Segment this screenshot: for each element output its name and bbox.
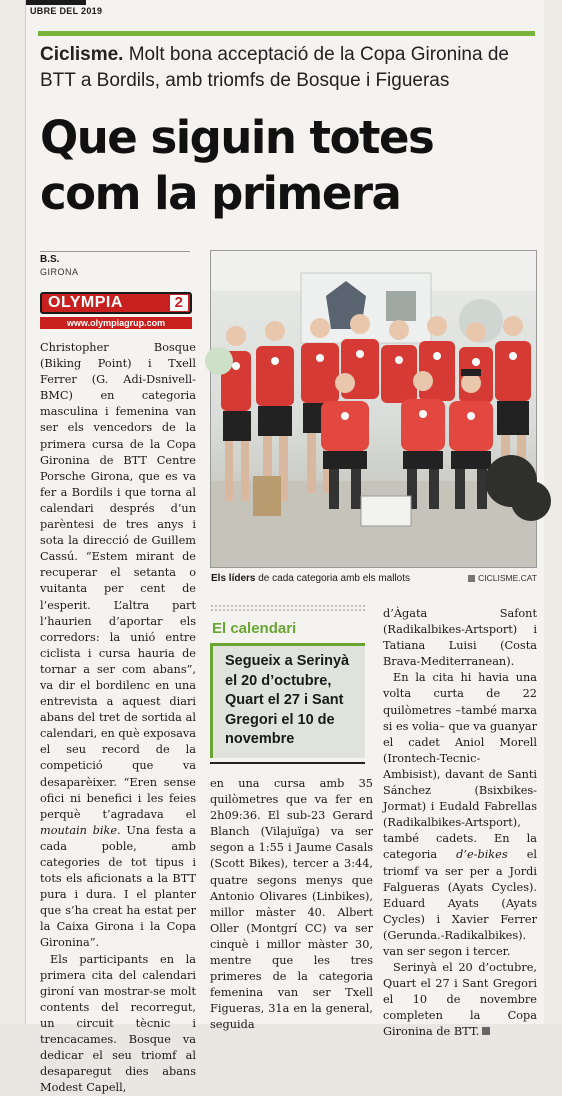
paragraph: en una cursa amb 35 quilòmetres que va fer en 2h09:36. El sub-23 Gerard Blanch (Vilajuïga) va ser segon a 1:55 i Jaume Casals (Scott Bikes), tercer a 3:44, quatre segons menys que Antonio Olivares (Linbikes), millor màster 40. Albert Oller (Montgrí CC) va ser cinquè i millor màster 30, mentre que les tres primeres de la categoria femenina van ser Txell Figueras, 31a en la general, seguida xyxy=(210,777,373,1032)
paragraph xyxy=(40,340,196,952)
sidebar-box: Segueix a Serinyà el 20 d’octubre, Quart el 27 i Sant Gregori el 10 de novembre xyxy=(210,643,365,758)
kicker-text: Molt bona acceptació de la Copa Gironina de BTT a Bordils, amb triomfs de Bosque i Figueras xyxy=(40,44,509,91)
sidebar-title: El calendari xyxy=(212,620,297,637)
header-bar xyxy=(26,0,86,5)
section-name: Ciclisme. xyxy=(40,44,124,65)
issue-date: UBRE DEL 2019 xyxy=(30,6,103,16)
article-kicker xyxy=(40,42,535,94)
sponsor-number: 2 xyxy=(170,295,188,311)
dotted-rule xyxy=(210,604,365,612)
byline xyxy=(40,254,190,277)
paragraph-text: Serinyà el 20 d’octubre, Quart el 27 i Sant Gregori el 10 de novembre completen la Copa Gironina de BTT. xyxy=(383,961,537,1039)
photo-caption xyxy=(211,573,537,584)
location: GIRONA xyxy=(40,267,79,277)
calendar-sidebar xyxy=(210,604,365,764)
italic-term: moutain bike xyxy=(40,823,118,837)
paragraph-text: Christopher Bosque (Biking Point) i Txell Ferrer (G. Adi-Dsnivell-BMC) en categoria masculina i femenina van ser els vencedors de la primera cursa de la Copa Gironina de BTT Centre Porsche Girona, que es va fer a Bordils i que torna al calendari després d’un parèntesi de tres anys i sota la direcció de Guillem Cassú. “Estem mirant de recuperar el setanta o vuitanta per cent de l’esperit. L’altra part l’haurien d’aportar els corredors: la unió entre ciclista i cursa hauria de tornar a ser com abans”, va dir el bordilenc en una entrevista a aquest diari abans del tret de sortida al calendari, en què exposava el seu record de la competició que va desaparèixer. “Eren sense ofici ni benefici i les feies perquè t’agradava el xyxy=(40,341,196,821)
paragraph: d’Àgata Safont (Radikalbikes-Artsport) i Tatiana Luisi (Costa Brava-Mediterranean). xyxy=(383,607,537,669)
article-headline: Que siguin totes com la primera xyxy=(40,111,434,220)
sponsor-ad[interactable] xyxy=(40,292,192,332)
paragraph: Els participants en la primera cita del calendari gironí van mostrar-se molt contents del recorregut, un circuit tècnic i trencacames. Bosque va dedicar el seu triomf al desaparegut dies abans Modest Capell, xyxy=(40,952,196,1095)
author: B.S. xyxy=(40,254,60,265)
team-photo xyxy=(210,250,537,568)
paragraph xyxy=(383,670,537,960)
sponsor-brand: OLYMPIA xyxy=(48,294,123,311)
sponsor-url[interactable]: www.olympiagrup.com xyxy=(40,317,192,329)
sidebar-bottom-rule xyxy=(210,762,365,764)
sponsor-logo xyxy=(40,292,192,314)
caption-text: de cada categoria amb els mallots xyxy=(255,573,410,584)
end-mark-icon xyxy=(482,1027,490,1035)
paragraph-text: En la cita hi havia una volta curta de 22 quilòmetres –també marxa si es volia– que va guanyar el cadet Aniol Morell (Irontech-Tecnic-Ambisist), davant de Santi Sánchez (Bsixbikes-Jormat) i Eudald Fabrellas (Radikalbikes-Artsport), també cadets. En la categoria xyxy=(383,671,537,862)
italic-term: d’e-bikes xyxy=(456,848,508,862)
paragraph xyxy=(383,960,537,1040)
page-header xyxy=(26,0,526,24)
paragraph-text: el triomf va ser per a Jordi Falgueras (Ayats Cycles). Eduard Ayats (Ayats Cycles) i Xavier Ferrer (Gerunda.-Radikalbikes). van ser segon i tercer. xyxy=(383,848,537,958)
paragraph-text: . Una festa a cada poble, amb categories de tot tipus i tots els aficionats a la BTT pura i dura. I el planter que s’ha creat ha estat per la Caixa Girona i la Copa Gironina”. xyxy=(40,823,196,950)
photo-credit: CICLISME.CAT xyxy=(468,573,537,583)
body-column-2 xyxy=(210,776,373,1034)
caption-lead: Els líders xyxy=(211,573,256,584)
adjacent-page-edge xyxy=(0,0,26,1024)
byline-rule xyxy=(40,251,190,252)
section-rule xyxy=(38,31,535,36)
body-column-3 xyxy=(383,606,537,1041)
body-column-1 xyxy=(40,340,196,1096)
